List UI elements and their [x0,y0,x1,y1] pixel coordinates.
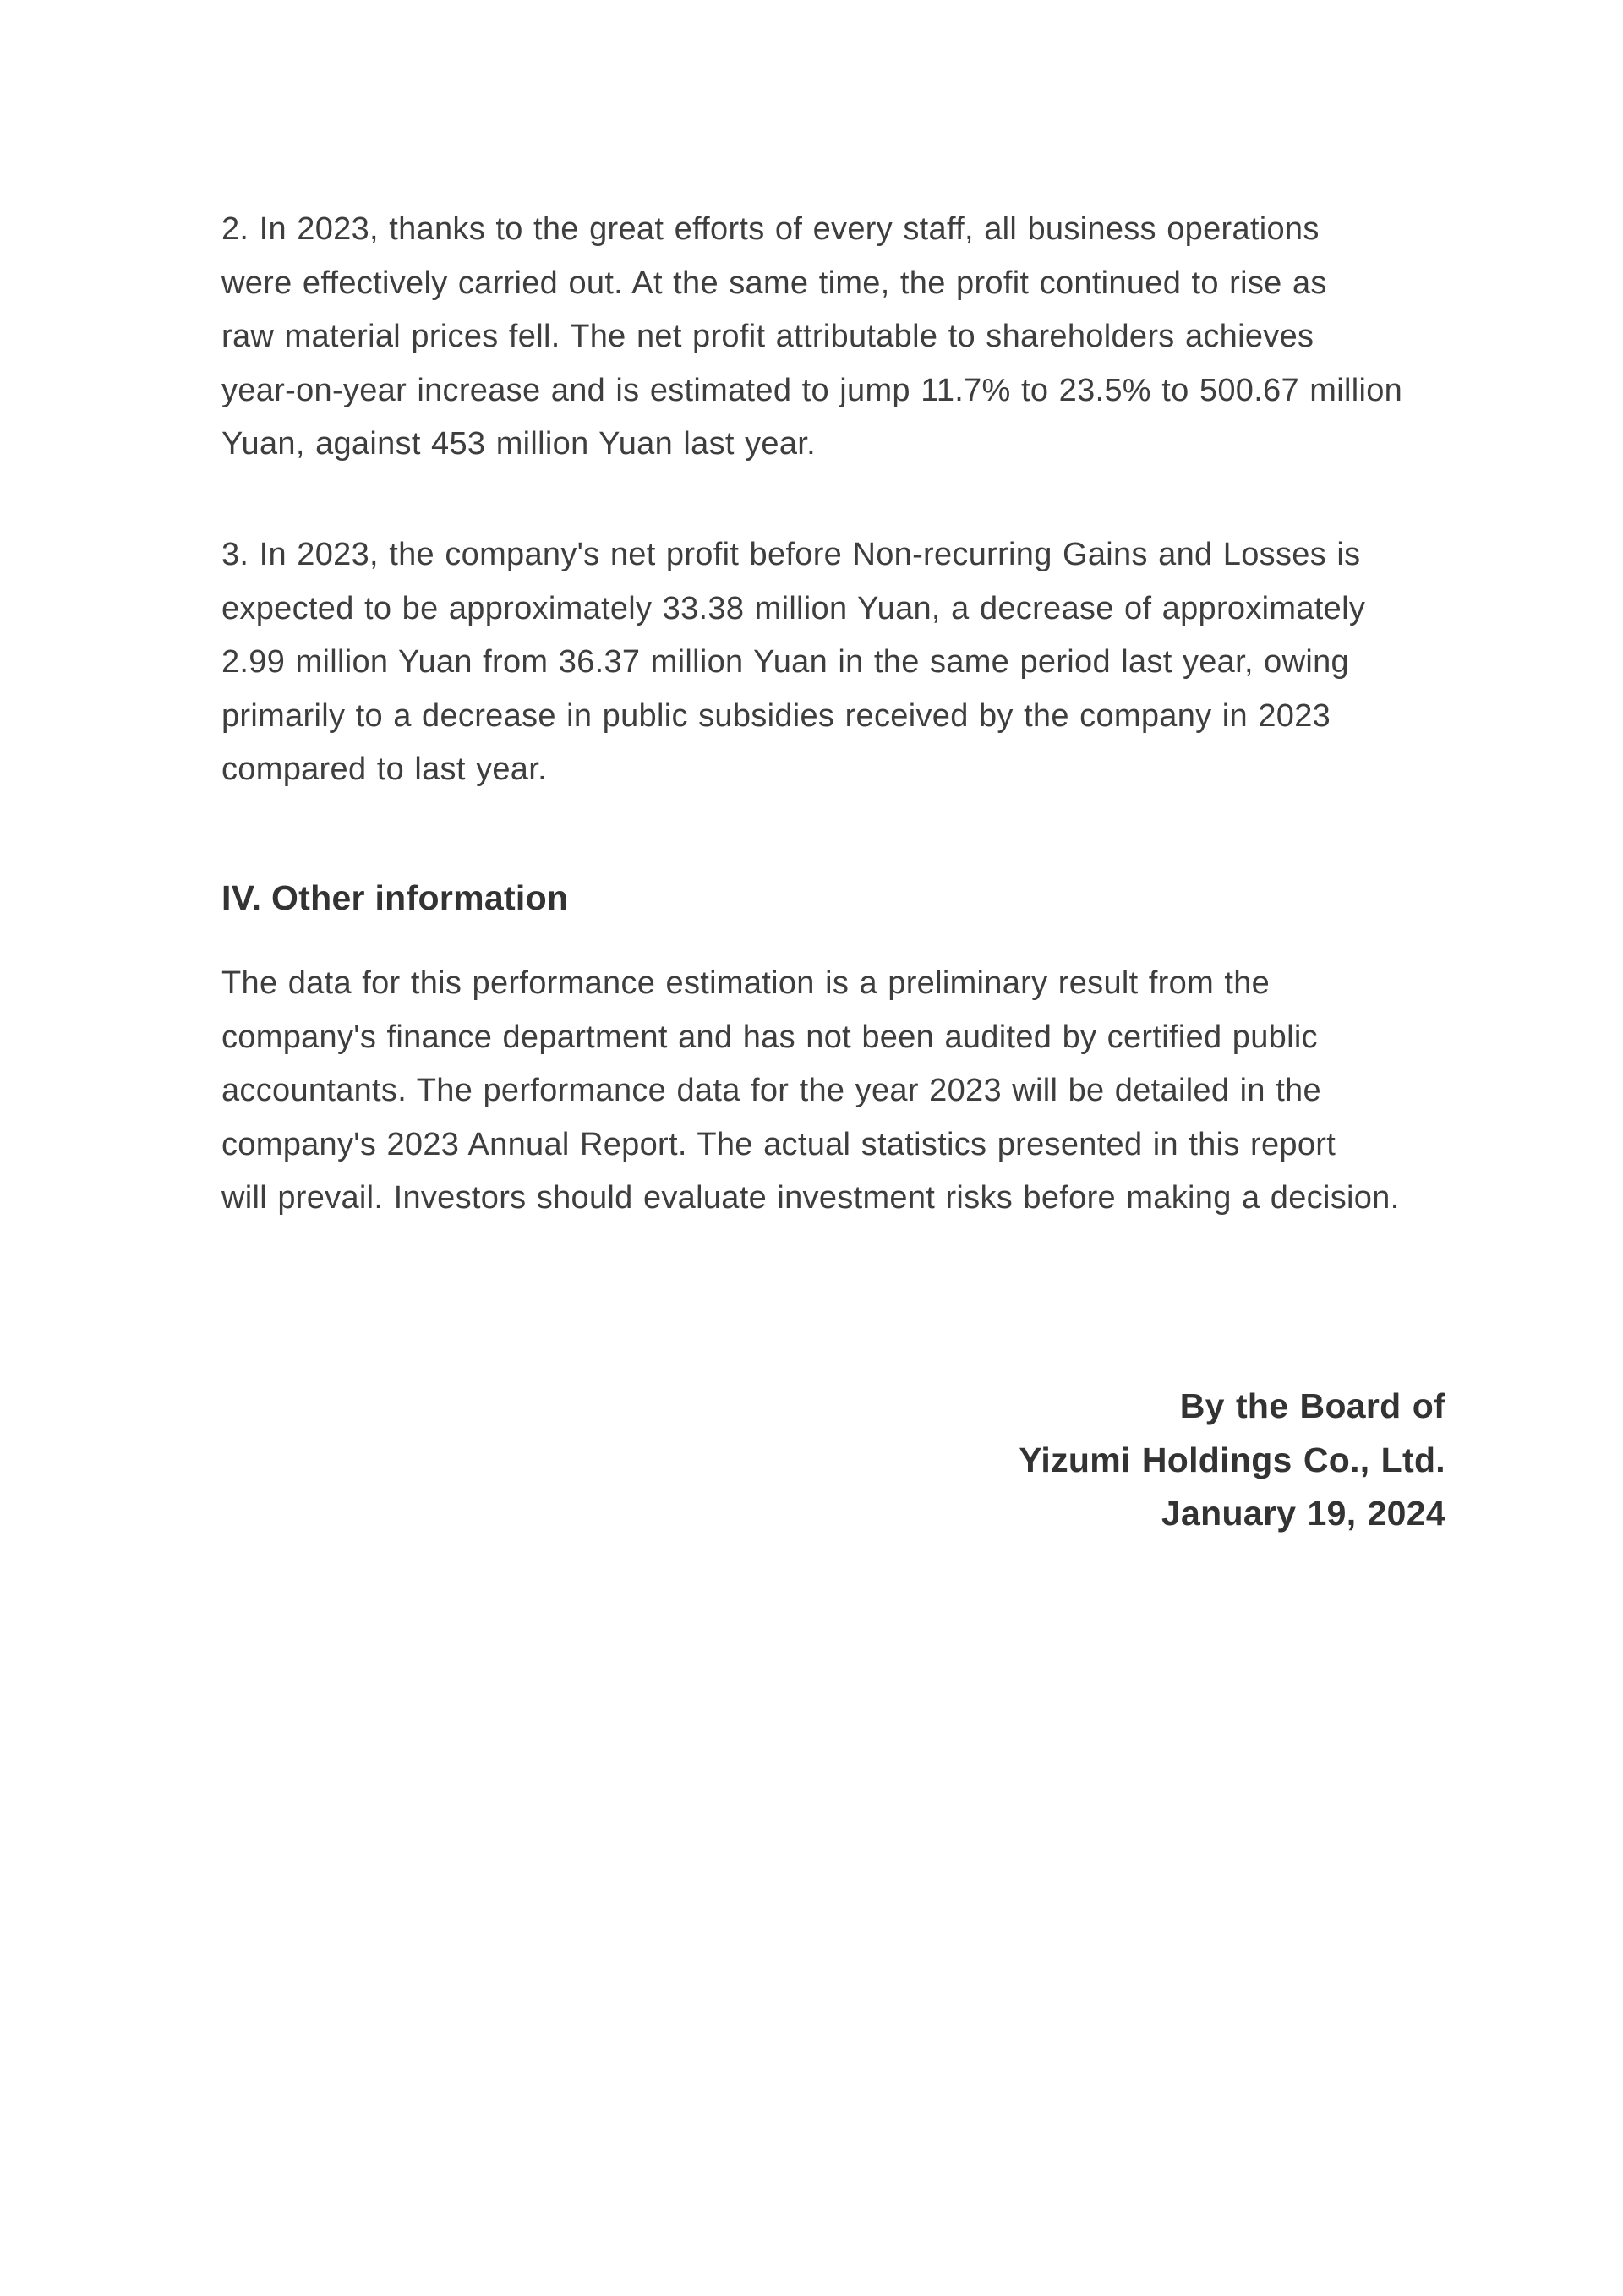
signature-by-line: By the Board of [1179,1386,1445,1425]
paragraph-2-line-5: Yuan, against 453 million Yuan last year. [221,426,816,462]
paragraph-2-line-2: were effectively carried out. At the same time, the profit continued to rise as [221,265,1327,301]
paragraph-2-line-3: raw material prices fell. The net profit attributable to shareholders achieves [221,319,1314,354]
section-heading-container [221,872,568,926]
paragraph-2-line-1: 2. In 2023, thanks to the great efforts of every staff, all business operations [221,211,1320,247]
other-info-line-3: accountants. The performance data for the year 2023 will be detailed in the [221,1073,1321,1108]
paragraph-3-line-1: 3. In 2023, the company's net profit before Non-recurring Gains and Losses is [221,537,1361,572]
paragraph-2-line-4: year-on-year increase and is estimated to jump 11.7% to 23.5% to 500.67 million [221,372,1403,408]
paragraph-3-line-3: 2.99 million Yuan from 36.37 million Yuan in the same period last year, owing [221,644,1349,680]
paragraph-2 [221,203,1402,472]
signature-company: Yizumi Holdings Co., Ltd. [1019,1440,1445,1479]
signature-date: January 19, 2024 [1161,1494,1445,1533]
other-info-line-4: company's 2023 Annual Report. The actual statistics presented in this report [221,1126,1336,1162]
paragraph-3-line-2: expected to be approximately 33.38 million Yuan, a decrease of approximately [221,590,1366,626]
other-info-line-1: The data for this performance estimation is a preliminary result from the [221,965,1271,1001]
paragraph-3-line-4: primarily to a decrease in public subsidies received by the company in 2023 [221,697,1331,734]
other-information-paragraph [221,957,1399,1226]
signature-block [221,1380,1445,1541]
paragraph-3-line-5: compared to last year. [221,752,547,787]
paragraph-3 [221,528,1365,797]
other-info-line-2: company's finance department and has not been audited by certified public [221,1019,1318,1055]
other-info-line-5: will prevail. Investors should evaluate investment risks before making a decision. [221,1180,1400,1216]
section-heading: IV. Other information [221,878,569,917]
